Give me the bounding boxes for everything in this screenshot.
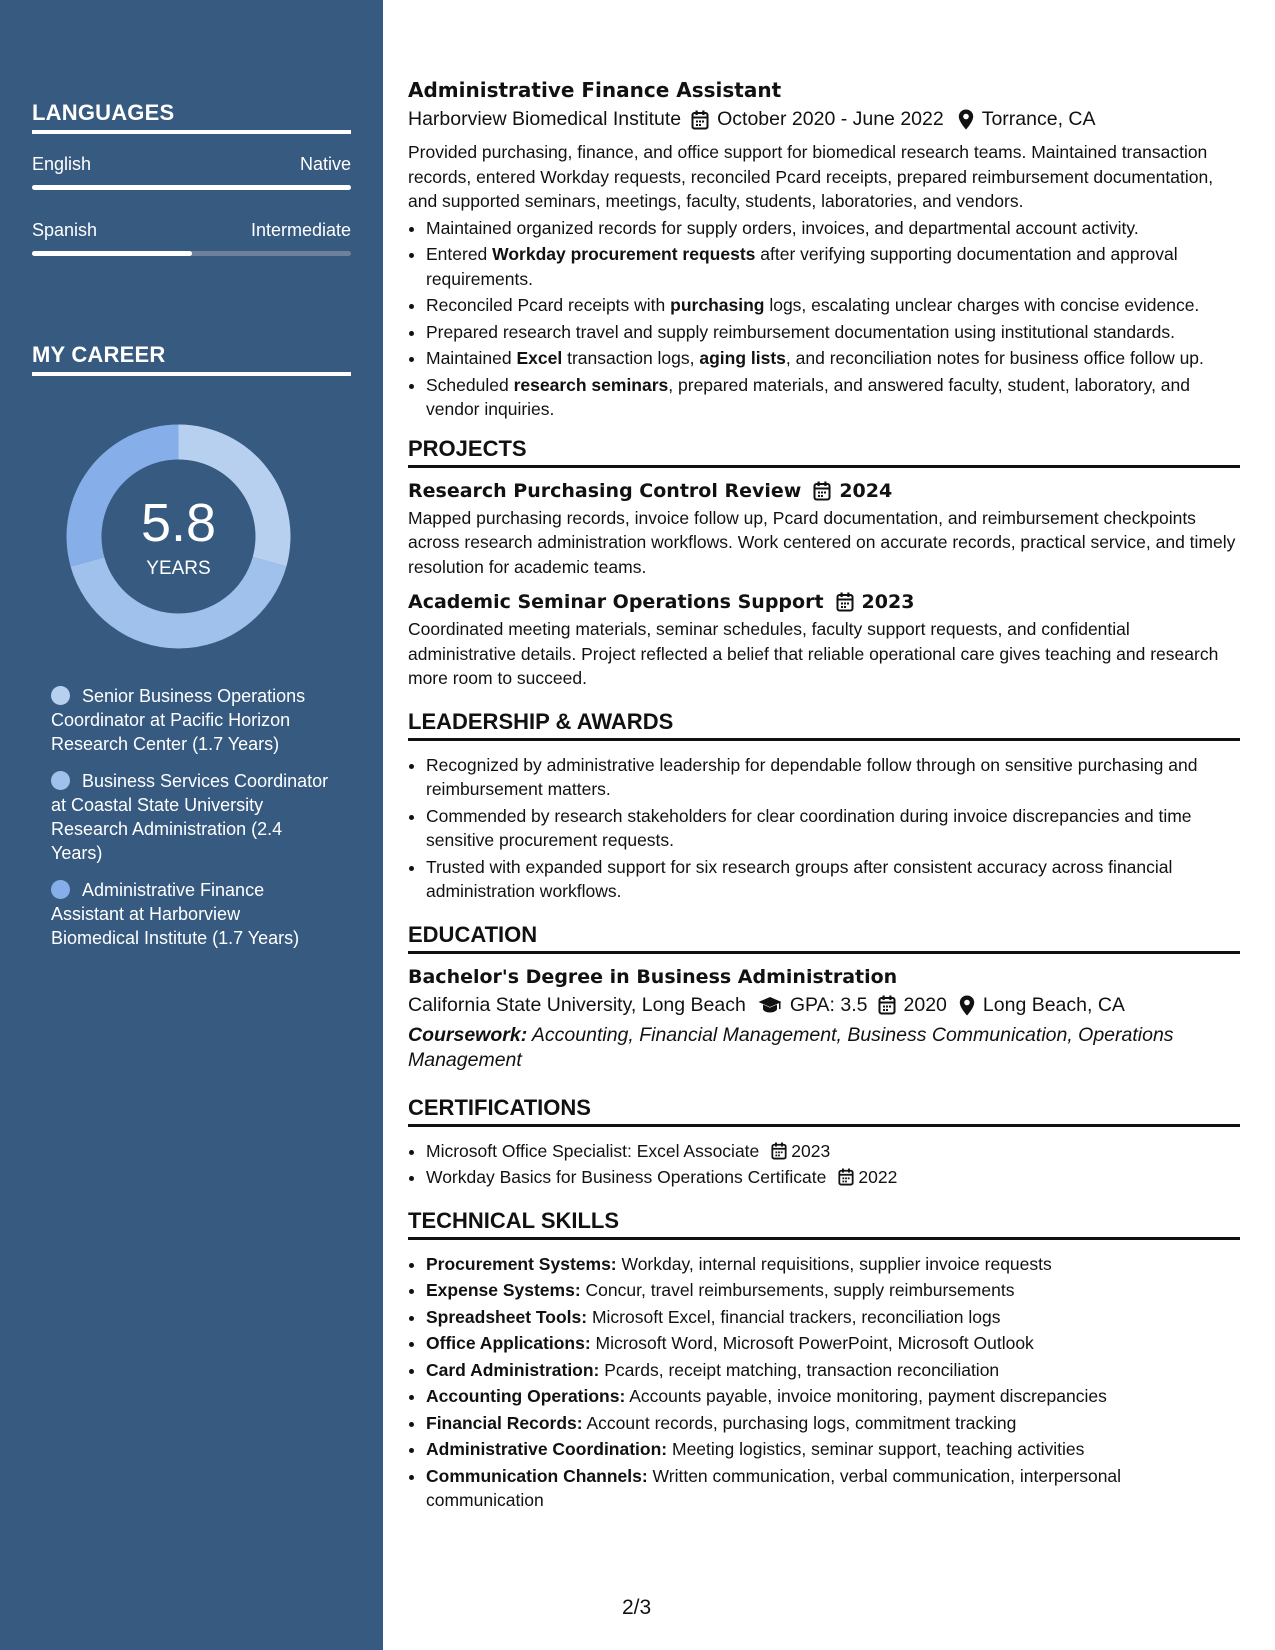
career-section	[32, 342, 351, 376]
education-section	[408, 922, 1240, 1073]
leadership-item: • Commended by research stakeholders for clear coordination during invoice discrepancies and time sensitive procurement requests.	[426, 804, 1240, 853]
job-bullet	[426, 346, 1240, 371]
coursework-list: Accounting, Financial Management, Business Communication, Operations Management	[408, 1023, 1174, 1071]
job-bullet	[426, 373, 1240, 422]
project-title: Academic Seminar Operations Support	[408, 591, 824, 613]
job-bullet-text: , and reconciliation notes for business office follow up.	[785, 348, 1204, 368]
project-year: 2023	[861, 591, 915, 613]
skill-value: Pcards, receipt matching, transaction reconciliation	[599, 1359, 1000, 1380]
school-name: California State University, Long Beach	[408, 993, 746, 1016]
skill-item	[426, 1278, 1240, 1303]
project-description: Mapped purchasing records, invoice follow up, Pcard documentation, and reimbursement checkpoints across research administration workflows. Work centered on accurate records, practical service, and timely resolution for academic teams.	[408, 507, 1236, 577]
career-item-text: Administrative Finance Assistant at Harborview Biomedical Institute (1.7 Years)	[51, 880, 300, 948]
job-bullet-keyword: purchasing	[670, 295, 765, 315]
certification-name: • Microsoft Office Specialist: Excel Associate	[426, 1140, 760, 1161]
job-dates: October 2020 - June 2022	[717, 108, 944, 130]
school-location: Long Beach, CA	[982, 993, 1125, 1016]
project-entry	[408, 591, 1240, 691]
skill-label: Expense Systems:	[426, 1280, 581, 1300]
skill-item	[426, 1464, 1240, 1513]
certifications-heading: CERTIFICATIONS	[408, 1095, 1240, 1127]
company-name: Harborview Biomedical Institute	[408, 108, 682, 130]
skill-item	[426, 1252, 1240, 1277]
project-title-row	[408, 591, 1240, 613]
skill-value: Microsoft Excel, financial trackers, reconciliation logs	[587, 1306, 1001, 1327]
certification-year: 2022	[858, 1167, 898, 1187]
calendar-icon	[836, 592, 854, 612]
skill-value: Written communication, verbal communication, interpersonal communication	[426, 1465, 1122, 1510]
education-heading: EDUCATION	[408, 922, 1240, 954]
job-bullet-keyword: Workday procurement requests	[492, 244, 756, 264]
leadership-heading: LEADERSHIP & AWARDS	[408, 709, 1240, 741]
career-list	[51, 684, 331, 963]
career-item	[51, 684, 331, 756]
project-description: Coordinated meeting materials, seminar schedules, faculty support requests, and confidential administrative details. Project reflected a belief that reliable operational care gives teaching and research more room to succeed.	[408, 619, 1219, 688]
job-meta	[408, 108, 1240, 131]
skill-item	[426, 1437, 1240, 1462]
language-item-english	[32, 154, 351, 190]
career-years-label: YEARS	[146, 558, 211, 579]
certifications-section	[408, 1095, 1240, 1190]
main-content	[408, 78, 1240, 1515]
language-proficiency-bar	[32, 185, 351, 190]
language-proficiency-bar	[32, 251, 351, 256]
language-level: Native	[299, 154, 351, 174]
project-year: 2024	[839, 479, 893, 502]
certification-year: 2023	[791, 1140, 831, 1161]
job-bullet-text: logs, escalating unclear charges with concise evidence.	[764, 295, 1200, 315]
graduation-cap-icon	[758, 996, 782, 1014]
skill-value: Microsoft Word, Microsoft PowerPoint, Microsoft Outlook	[590, 1333, 1034, 1353]
skill-value: Meeting logistics, seminar support, teaching activities	[667, 1439, 1085, 1459]
leadership-item: • Trusted with expanded support for six research groups after consistent accuracy across financial administration workflows.	[426, 855, 1240, 904]
project-entry	[408, 480, 1240, 580]
job-bullet-text: , prepared materials, and answered faculty, student, laboratory, and vendor inquiries.	[426, 374, 1191, 419]
leadership-section	[408, 709, 1240, 904]
experience-entry	[408, 78, 1240, 422]
job-bullet-text: Maintained	[426, 348, 517, 368]
job-location: Torrance, CA	[981, 108, 1096, 130]
skill-label: Card Administration:	[426, 1359, 600, 1380]
project-title-row	[408, 480, 1240, 502]
skill-value: Workday, internal requisitions, supplier invoice requests	[616, 1253, 1052, 1274]
job-bullet-text: Entered	[426, 244, 493, 264]
skill-label: Administrative Coordination:	[426, 1439, 668, 1459]
certification-item	[426, 1139, 1240, 1164]
language-name: English	[32, 154, 92, 174]
career-item-text: Business Services Coordinator at Coastal State University Research Administration (2.4 Years)	[51, 771, 329, 863]
job-bullet-text: Reconciled Pcard receipts with	[426, 295, 671, 315]
job-bullet-text: Scheduled	[426, 374, 514, 395]
language-name: Spanish	[32, 220, 98, 240]
skills-section	[408, 1208, 1240, 1513]
career-item	[51, 769, 331, 865]
skill-item	[426, 1384, 1240, 1409]
job-bullet-text: after verifying supporting documentation and approval requirements.	[426, 244, 1178, 289]
career-donut-center	[66, 424, 291, 649]
leadership-item: • Recognized by administrative leadership for dependable follow through on sensitive purchasing and reimbursement matters.	[426, 753, 1240, 802]
project-title: Research Purchasing Control Review	[408, 479, 802, 502]
job-bullet	[426, 293, 1240, 318]
skill-label: Procurement Systems:	[426, 1253, 617, 1274]
job-bullet-keyword: Excel	[516, 348, 563, 368]
job-bullet-text: Maintained organized records for supply orders, invoices, and departmental account activity.	[426, 217, 1139, 238]
job-bullets	[408, 216, 1240, 422]
language-row	[32, 220, 351, 241]
location-pin-icon	[959, 995, 975, 1016]
coursework-label: Coursework:	[408, 1023, 528, 1046]
career-total-years: 5.8	[140, 493, 217, 553]
job-summary: Provided purchasing, finance, and office support for biomedical research teams. Maintained transaction records, entered Workday requests, reconciled Pcard receipts, prepared reimbursement documentation, and supported seminars, meetings, faculty, students, laboratories, and vendors.	[408, 142, 1214, 211]
job-bullet-text: Prepared research travel and supply reimbursement documentation using institutional standards.	[426, 321, 1176, 342]
skill-item	[426, 1411, 1240, 1436]
skill-item	[426, 1305, 1240, 1330]
skill-value: Concur, travel reimbursements, supply reimbursements	[580, 1280, 1015, 1300]
sidebar	[0, 0, 383, 1650]
calendar-icon	[878, 995, 896, 1015]
projects-section	[408, 436, 1240, 691]
education-meta	[408, 994, 1240, 1017]
language-item-spanish	[32, 220, 351, 256]
page-number: 2/3	[622, 1596, 652, 1619]
certification-name: • Workday Basics for Business Operations Certificate	[426, 1167, 827, 1187]
career-heading: MY CAREER	[32, 342, 351, 376]
skill-label: Communication Channels:	[426, 1465, 648, 1486]
skills-list	[408, 1252, 1240, 1513]
skill-value: Account records, purchasing logs, commitment tracking	[582, 1412, 1017, 1433]
languages-heading: LANGUAGES	[32, 100, 351, 134]
skill-label: Office Applications:	[426, 1333, 591, 1353]
career-item-text: Senior Business Operations Coordinator at Pacific Horizon Research Center (1.7 Years)	[51, 686, 306, 754]
gpa: GPA: 3.5	[789, 993, 868, 1016]
certification-item	[426, 1165, 1240, 1190]
calendar-icon	[813, 481, 831, 501]
certification-row	[426, 1139, 1240, 1164]
job-bullet	[426, 320, 1240, 345]
career-dot	[51, 771, 70, 790]
coursework	[408, 1023, 1240, 1073]
certification-row	[426, 1165, 1240, 1190]
leadership-list	[408, 753, 1240, 904]
job-bullet	[426, 242, 1240, 291]
language-proficiency-fill	[32, 185, 351, 190]
skill-value: Accounts payable, invoice monitoring, payment discrepancies	[625, 1386, 1107, 1406]
skill-item	[426, 1331, 1240, 1356]
job-title: Administrative Finance Assistant	[408, 78, 782, 102]
job-bullet-keyword: research seminars	[513, 374, 669, 395]
skill-item	[426, 1358, 1240, 1383]
language-level: Intermediate	[250, 220, 351, 240]
calendar-icon	[691, 110, 709, 130]
career-dot	[51, 880, 70, 899]
career-dot	[51, 686, 70, 705]
language-row	[32, 154, 351, 175]
job-bullet-keyword: aging lists	[699, 348, 786, 368]
degree-title: Bachelor's Degree in Business Administration	[408, 965, 898, 988]
career-item	[51, 878, 331, 950]
certifications-list	[408, 1139, 1240, 1190]
projects-heading: PROJECTS	[408, 436, 1240, 468]
language-proficiency-fill	[32, 251, 192, 256]
calendar-icon	[771, 1142, 787, 1160]
languages-section	[32, 100, 351, 256]
skills-heading: TECHNICAL SKILLS	[408, 1208, 1240, 1240]
graduation-year: 2020	[903, 993, 947, 1016]
career-donut-chart	[66, 424, 291, 649]
location-pin-icon	[958, 109, 974, 130]
skill-label: Accounting Operations:	[426, 1386, 626, 1406]
job-bullet-text: transaction logs,	[562, 348, 700, 368]
skill-label: Financial Records:	[426, 1412, 583, 1433]
skill-label: Spreadsheet Tools:	[426, 1306, 588, 1327]
calendar-icon	[838, 1168, 854, 1186]
job-bullet	[426, 216, 1240, 241]
